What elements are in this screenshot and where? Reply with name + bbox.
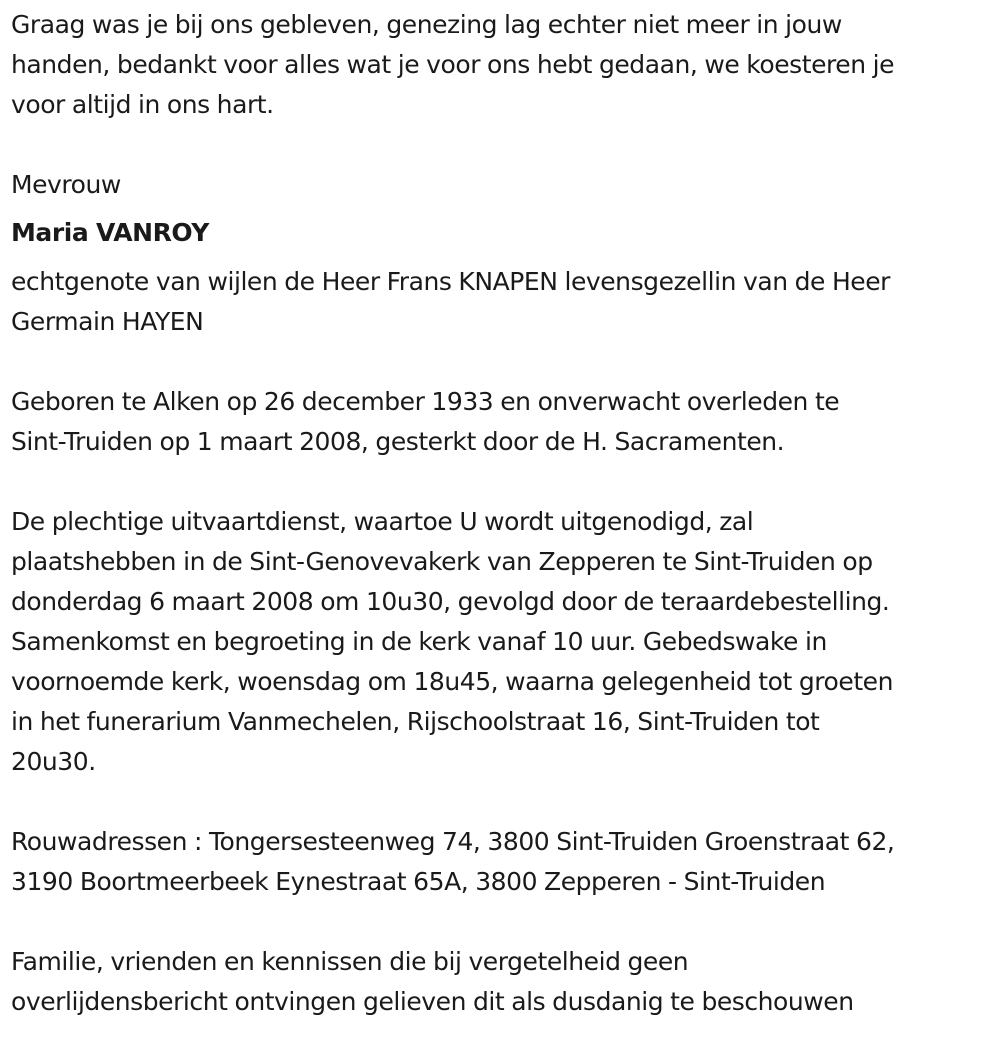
intro-line: voor altijd in ons hart. <box>11 90 274 119</box>
closing-paragraph <box>11 942 854 1022</box>
closing-line: Familie, vrienden en kennissen die bij vergetelheid geen <box>11 947 689 976</box>
funeral-line: 20u30. <box>11 747 96 776</box>
funeral-paragraph <box>11 502 893 782</box>
addresses-paragraph <box>11 822 894 902</box>
funeral-line: De plechtige uitvaartdienst, waartoe U wordt uitgenodigd, zal <box>11 507 754 536</box>
address-line: 3190 Boortmeerbeek Eynestraat 65A, 3800 Zepperen - Sint-Truiden <box>11 867 826 896</box>
relation-line: Germain HAYEN <box>11 307 204 336</box>
address-line: Rouwadressen : Tongersesteenweg 74, 3800 Sint-Truiden Groenstraat 62, <box>11 827 895 856</box>
closing-line: overlijdensbericht ontvingen gelieven dit als dusdanig te beschouwen <box>11 987 854 1016</box>
intro-line: Graag was je bij ons gebleven, genezing lag echter niet meer in jouw <box>11 10 842 39</box>
birth-death-line: Geboren te Alken op 26 december 1933 en onverwacht overleden te <box>11 387 840 416</box>
birth-death-paragraph <box>11 382 839 462</box>
relation-paragraph <box>11 262 890 342</box>
intro-line: handen, bedankt voor alles wat je voor ons hebt gedaan, we koesteren je <box>11 50 895 79</box>
deceased-name <box>11 213 209 253</box>
funeral-line: in het funerarium Vanmechelen, Rijschoolstraat 16, Sint-Truiden tot <box>11 707 820 736</box>
birth-death-line: Sint-Truiden op 1 maart 2008, gesterkt door de H. Sacramenten. <box>11 427 785 456</box>
intro-paragraph <box>11 5 894 125</box>
relation-line: echtgenote van wijlen de Heer Frans KNAPEN levensgezellin van de Heer <box>11 267 890 296</box>
deceased-name-text: Maria VANROY <box>11 218 209 247</box>
funeral-line: plaatshebben in de Sint-Genovevakerk van Zepperen te Sint-Truiden op <box>11 547 873 576</box>
deceased-title <box>11 165 121 205</box>
funeral-line: Samenkomst en begroeting in de kerk vanaf 10 uur. Gebedswake in <box>11 627 827 656</box>
funeral-line: donderdag 6 maart 2008 om 10u30, gevolgd door de teraardebestelling. <box>11 587 890 616</box>
deceased-title-text: Mevrouw <box>11 170 121 199</box>
funeral-line: voornoemde kerk, woensdag om 18u45, waarna gelegenheid tot groeten <box>11 667 894 696</box>
